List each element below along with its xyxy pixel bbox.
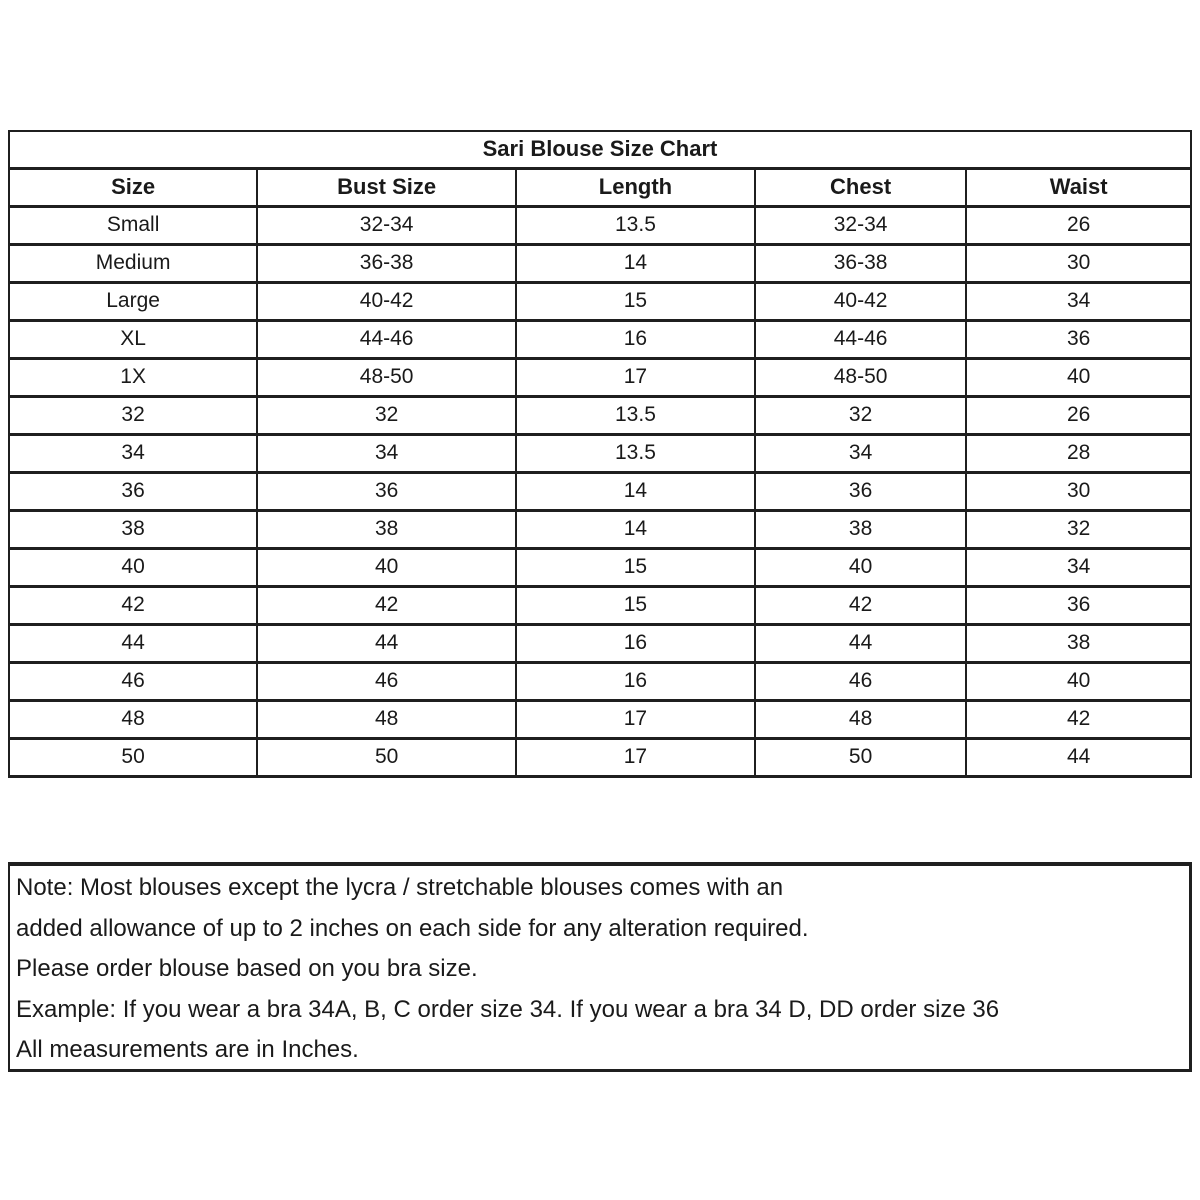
size-chart-table bbox=[8, 130, 1192, 778]
table-header-row bbox=[9, 168, 1191, 206]
table-cell: 46 bbox=[9, 662, 257, 700]
table-cell: 36 bbox=[257, 472, 516, 510]
table-cell: 38 bbox=[966, 624, 1191, 662]
header-cell: Size bbox=[9, 168, 257, 206]
table-cell: 36-38 bbox=[755, 244, 967, 282]
table-cell: 32-34 bbox=[257, 206, 516, 244]
table-cell: 44-46 bbox=[755, 320, 967, 358]
table-cell: 26 bbox=[966, 396, 1191, 434]
table-cell: 28 bbox=[966, 434, 1191, 472]
table-title: Sari Blouse Size Chart bbox=[9, 131, 1191, 168]
table-row bbox=[9, 282, 1191, 320]
table-cell: 40 bbox=[966, 662, 1191, 700]
table-cell: 16 bbox=[516, 624, 755, 662]
table-cell: Small bbox=[9, 206, 257, 244]
table-row bbox=[9, 548, 1191, 586]
table-cell: 14 bbox=[516, 510, 755, 548]
table-cell: 44 bbox=[755, 624, 967, 662]
table-cell: 50 bbox=[9, 738, 257, 776]
table-cell: 42 bbox=[257, 586, 516, 624]
table-cell: 36 bbox=[966, 320, 1191, 358]
table-cell: 26 bbox=[966, 206, 1191, 244]
table-row bbox=[9, 244, 1191, 282]
table-row bbox=[9, 738, 1191, 776]
table-row bbox=[9, 206, 1191, 244]
table-cell: 32-34 bbox=[755, 206, 967, 244]
table-cell: 42 bbox=[755, 586, 967, 624]
table-title-row bbox=[9, 131, 1191, 168]
table-cell: 15 bbox=[516, 586, 755, 624]
table-cell: 32 bbox=[755, 396, 967, 434]
note-line-3: Please order blouse based on you bra size. bbox=[16, 955, 478, 982]
table-row bbox=[9, 624, 1191, 662]
table-cell: 38 bbox=[755, 510, 967, 548]
table-cell: 42 bbox=[9, 586, 257, 624]
table-cell: 34 bbox=[9, 434, 257, 472]
table-cell: 16 bbox=[516, 662, 755, 700]
table-row bbox=[9, 700, 1191, 738]
table-cell: 15 bbox=[516, 282, 755, 320]
table-cell: 30 bbox=[966, 244, 1191, 282]
table-cell: 16 bbox=[516, 320, 755, 358]
table-cell: 13.5 bbox=[516, 206, 755, 244]
table-cell: XL bbox=[9, 320, 257, 358]
table-cell: 34 bbox=[966, 548, 1191, 586]
table-row bbox=[9, 510, 1191, 548]
table-cell: 50 bbox=[755, 738, 967, 776]
table-cell: 32 bbox=[257, 396, 516, 434]
note-line-2: added allowance of up to 2 inches on each side for any alteration required. bbox=[16, 914, 809, 942]
table-cell: 42 bbox=[966, 700, 1191, 738]
table-cell: 44-46 bbox=[257, 320, 516, 358]
table-cell: 36 bbox=[9, 472, 257, 510]
table-cell: 17 bbox=[516, 738, 755, 776]
table-cell: 34 bbox=[257, 434, 516, 472]
header-cell: Length bbox=[516, 168, 755, 206]
table-row bbox=[9, 396, 1191, 434]
table-cell: 40 bbox=[755, 548, 967, 586]
note-line-1: Note: Most blouses except the lycra / stretchable blouses comes with an bbox=[16, 874, 784, 901]
table-cell: 44 bbox=[966, 738, 1191, 776]
table-cell: 34 bbox=[755, 434, 967, 472]
table-cell: 48-50 bbox=[755, 358, 967, 396]
table-cell: 48 bbox=[9, 700, 257, 738]
table-cell: 48-50 bbox=[257, 358, 516, 396]
header-cell: Chest bbox=[755, 168, 967, 206]
table-cell: 38 bbox=[257, 510, 516, 548]
table-cell: 36 bbox=[966, 586, 1191, 624]
table-cell: 13.5 bbox=[516, 434, 755, 472]
table-cell: 14 bbox=[516, 472, 755, 510]
table-cell: Large bbox=[9, 282, 257, 320]
table-cell: 36 bbox=[755, 472, 967, 510]
table-cell: 32 bbox=[9, 396, 257, 434]
table-cell: 14 bbox=[516, 244, 755, 282]
table-row bbox=[9, 472, 1191, 510]
note-line-5: All measurements are in Inches. bbox=[16, 1036, 359, 1063]
table-cell: 17 bbox=[516, 358, 755, 396]
table-row bbox=[9, 586, 1191, 624]
table-cell: 40 bbox=[257, 548, 516, 586]
table-cell: 34 bbox=[966, 282, 1191, 320]
note-line-4: Example: If you wear a bra 34A, B, C order size 34. If you wear a bra 34 D, DD order size 36 bbox=[16, 995, 1000, 1023]
table-cell: 48 bbox=[755, 700, 967, 738]
table-cell: 40-42 bbox=[257, 282, 516, 320]
table-cell: 1X bbox=[9, 358, 257, 396]
table-cell: 15 bbox=[516, 548, 755, 586]
table-cell: 44 bbox=[9, 624, 257, 662]
table-cell: Medium bbox=[9, 244, 257, 282]
table-row bbox=[9, 358, 1191, 396]
table-cell: 46 bbox=[755, 662, 967, 700]
table-cell: 50 bbox=[257, 738, 516, 776]
table-cell: 46 bbox=[257, 662, 516, 700]
table-cell: 38 bbox=[9, 510, 257, 548]
table-cell: 17 bbox=[516, 700, 755, 738]
table-cell: 13.5 bbox=[516, 396, 755, 434]
table-cell: 40-42 bbox=[755, 282, 967, 320]
table-cell: 36-38 bbox=[257, 244, 516, 282]
table-cell: 32 bbox=[966, 510, 1191, 548]
table-cell: 48 bbox=[257, 700, 516, 738]
header-cell: Bust Size bbox=[257, 168, 516, 206]
table-row bbox=[9, 320, 1191, 358]
note-box bbox=[8, 862, 1192, 1072]
table-cell: 44 bbox=[257, 624, 516, 662]
table-row bbox=[9, 662, 1191, 700]
table-cell: 40 bbox=[966, 358, 1191, 396]
table-cell: 40 bbox=[9, 548, 257, 586]
header-cell: Waist bbox=[966, 168, 1191, 206]
table-cell: 30 bbox=[966, 472, 1191, 510]
table-row bbox=[9, 434, 1191, 472]
